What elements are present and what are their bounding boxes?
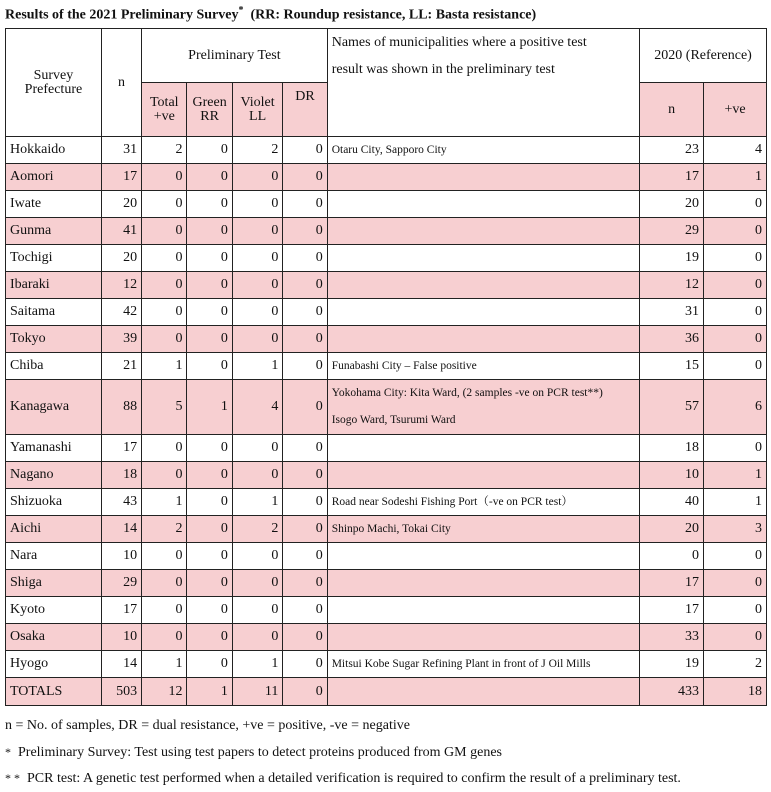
table-row [6,651,767,678]
sample-count-cell: 17 [101,597,141,624]
dual-resistance-cell: 0 [283,651,327,678]
prefecture-cell: Hokkaido [6,137,102,164]
violet-ll-cell: 0 [232,543,283,570]
municipalities-cell [327,191,639,218]
header-violet-label: Violet [240,94,275,110]
ref-sample-count-cell: 18 [640,435,704,462]
municipalities-cell [327,299,639,326]
dual-resistance-cell: 0 [283,516,327,543]
violet-ll-cell: 0 [232,191,283,218]
ref-positive-cell: 0 [704,326,767,353]
dual-resistance-cell: 0 [283,543,327,570]
sample-count-cell: 17 [101,164,141,191]
table-row [6,489,767,516]
header-preliminary-test: Preliminary Test [142,29,328,83]
sample-count-cell: 21 [101,353,141,380]
sample-count-cell: 31 [101,137,141,164]
total-positive-cell: 0 [142,299,187,326]
ref-positive-cell: 0 [704,245,767,272]
ref-positive-cell: 1 [704,462,767,489]
ref-sample-count-cell: 33 [640,624,704,651]
violet-ll-cell: 1 [232,651,283,678]
totals-dr-cell: 0 [283,678,327,706]
table-row [6,380,767,435]
header-dr: DR [283,83,327,137]
totals-row [6,678,767,706]
sample-count-cell: 29 [101,570,141,597]
municipalities-cell [327,218,639,245]
sample-count-cell: 42 [101,299,141,326]
prefecture-cell: Aomori [6,164,102,191]
dual-resistance-cell: 0 [283,624,327,651]
dual-resistance-cell: 0 [283,245,327,272]
dual-resistance-cell: 0 [283,462,327,489]
total-positive-cell: 0 [142,245,187,272]
ref-positive-cell: 0 [704,218,767,245]
header-prefecture-label: Prefecture [24,81,83,97]
ref-sample-count-cell: 23 [640,137,704,164]
table-row [6,299,767,326]
violet-ll-cell: 1 [232,353,283,380]
sample-count-cell: 88 [101,380,141,435]
note-preliminary-text: Preliminary Survey: Test using test papers to detect proteins produced from GM genes [18,745,502,760]
municipalities-cell: Mitsui Kobe Sugar Refining Plant in front of J Oil Mills [327,651,639,678]
total-positive-cell: 0 [142,218,187,245]
table-title [5,5,536,24]
green-rr-cell: 0 [187,164,232,191]
header-violet-ll [232,83,283,137]
dual-resistance-cell: 0 [283,353,327,380]
table-row [6,164,767,191]
dual-resistance-cell: 0 [283,218,327,245]
dual-resistance-cell: 0 [283,164,327,191]
ref-sample-count-cell: 10 [640,462,704,489]
ref-positive-cell: 6 [704,380,767,435]
dual-resistance-cell: 0 [283,597,327,624]
header-ref-positive: +ve [704,83,767,137]
ref-positive-cell: 0 [704,272,767,299]
municipalities-cell [327,245,639,272]
green-rr-cell: 0 [187,462,232,489]
header-total-label: Total [149,94,179,110]
dual-resistance-cell: 0 [283,137,327,164]
ref-positive-cell: 0 [704,299,767,326]
violet-ll-cell: 0 [232,435,283,462]
totals-n-cell: 503 [101,678,141,706]
violet-ll-cell: 0 [232,245,283,272]
municipalities-cell [327,570,639,597]
title-asterisk: * [238,5,244,16]
header-rr-label: RR [200,108,219,124]
sample-count-cell: 20 [101,245,141,272]
totals-green-cell: 1 [187,678,232,706]
ref-positive-cell: 0 [704,570,767,597]
title-subtitle: (RR: Roundup resistance, LL: Basta resistance) [250,7,537,23]
green-rr-cell: 0 [187,191,232,218]
municipalities-cell [327,462,639,489]
header-n: n [101,29,141,137]
municipalities-cell [327,624,639,651]
totals-ref-positive-cell: 18 [704,678,767,706]
total-positive-cell: 0 [142,597,187,624]
table-row [6,245,767,272]
prefecture-cell: Tokyo [6,326,102,353]
header-total-positive [142,83,187,137]
green-rr-cell: 0 [187,489,232,516]
prefecture-cell: Kanagawa [6,380,102,435]
ref-sample-count-cell: 0 [640,543,704,570]
green-rr-cell: 0 [187,326,232,353]
note-pcr-test [5,765,681,791]
totals-names-cell [327,678,639,706]
header-row-1 [6,29,767,83]
sample-count-cell: 17 [101,435,141,462]
header-municipalities [327,29,639,137]
green-rr-cell: 0 [187,299,232,326]
table-row [6,435,767,462]
total-positive-cell: 0 [142,570,187,597]
total-positive-cell: 0 [142,191,187,218]
municipalities-cell: Road near Sodeshi Fishing Port（-ve on PCR test） [327,489,639,516]
prefecture-cell: Yamanashi [6,435,102,462]
total-positive-cell: 0 [142,543,187,570]
green-rr-cell: 0 [187,516,232,543]
table-row [6,597,767,624]
violet-ll-cell: 2 [232,516,283,543]
ref-positive-cell: 1 [704,164,767,191]
total-positive-cell: 0 [142,435,187,462]
green-rr-cell: 0 [187,624,232,651]
prefecture-cell: Chiba [6,353,102,380]
ref-sample-count-cell: 29 [640,218,704,245]
municipalities-line: Isogo Ward, Tsurumi Ward [331,414,456,426]
ref-sample-count-cell: 12 [640,272,704,299]
dual-resistance-cell: 0 [283,272,327,299]
ref-positive-cell: 3 [704,516,767,543]
table-row [6,462,767,489]
ref-positive-cell: 0 [704,543,767,570]
sample-count-cell: 10 [101,624,141,651]
ref-positive-cell: 2 [704,651,767,678]
header-survey-prefecture [6,29,102,137]
header-total-ve-label: +ve [153,108,175,124]
violet-ll-cell: 0 [232,326,283,353]
table-row [6,516,767,543]
header-municipalities-line2: result was shown in the preliminary test [331,62,555,77]
violet-ll-cell: 0 [232,624,283,651]
title-main: Results of the 2021 Preliminary Survey [5,7,239,23]
dual-resistance-cell: 0 [283,299,327,326]
totals-ref-n-cell: 433 [640,678,704,706]
ref-sample-count-cell: 57 [640,380,704,435]
violet-ll-cell: 0 [232,570,283,597]
municipalities-cell [327,435,639,462]
table-row [6,353,767,380]
green-rr-cell: 0 [187,570,232,597]
prefecture-cell: Saitama [6,299,102,326]
prefecture-cell: Nagano [6,462,102,489]
green-rr-cell: 0 [187,597,232,624]
prefecture-cell: Nara [6,543,102,570]
header-green-rr [187,83,232,137]
prefecture-cell: Shiga [6,570,102,597]
note-asterisk: * [5,745,11,759]
municipalities-cell [327,272,639,299]
sample-count-cell: 43 [101,489,141,516]
ref-sample-count-cell: 17 [640,597,704,624]
ref-sample-count-cell: 17 [640,164,704,191]
ref-positive-cell: 1 [704,489,767,516]
green-rr-cell: 1 [187,380,232,435]
green-rr-cell: 0 [187,651,232,678]
table-row [6,218,767,245]
totals-violet-cell: 11 [232,678,283,706]
survey-results-table [5,28,767,706]
header-green-label: Green [192,94,227,110]
sample-count-cell: 12 [101,272,141,299]
violet-ll-cell: 1 [232,489,283,516]
table-row [6,137,767,164]
total-positive-cell: 1 [142,489,187,516]
ref-positive-cell: 0 [704,353,767,380]
municipalities-cell: Funabashi City – False positive [327,353,639,380]
table-row [6,272,767,299]
sample-count-cell: 14 [101,516,141,543]
total-positive-cell: 0 [142,272,187,299]
violet-ll-cell: 4 [232,380,283,435]
sample-count-cell: 39 [101,326,141,353]
green-rr-cell: 0 [187,353,232,380]
table-notes [5,713,681,791]
header-ll-label: LL [249,108,267,124]
dual-resistance-cell: 0 [283,326,327,353]
violet-ll-cell: 0 [232,462,283,489]
total-positive-cell: 2 [142,137,187,164]
sample-count-cell: 14 [101,651,141,678]
violet-ll-cell: 0 [232,299,283,326]
ref-positive-cell: 4 [704,137,767,164]
total-positive-cell: 5 [142,380,187,435]
sample-count-cell: 20 [101,191,141,218]
total-positive-cell: 1 [142,651,187,678]
prefecture-cell: Aichi [6,516,102,543]
municipalities-cell [327,597,639,624]
ref-sample-count-cell: 15 [640,353,704,380]
municipalities-cell [327,543,639,570]
prefecture-cell: Ibaraki [6,272,102,299]
ref-positive-cell: 0 [704,191,767,218]
dual-resistance-cell: 0 [283,380,327,435]
green-rr-cell: 0 [187,137,232,164]
total-positive-cell: 0 [142,624,187,651]
total-positive-cell: 2 [142,516,187,543]
totals-label-cell: TOTALS [6,678,102,706]
table-row [6,570,767,597]
total-positive-cell: 1 [142,353,187,380]
ref-sample-count-cell: 36 [640,326,704,353]
violet-ll-cell: 0 [232,218,283,245]
dual-resistance-cell: 0 [283,435,327,462]
prefecture-cell: Hyogo [6,651,102,678]
municipalities-cell [327,326,639,353]
municipalities-line: Yokohama City: Kita Ward, (2 samples -ve on PCR test**) [331,387,603,399]
green-rr-cell: 0 [187,218,232,245]
sample-count-cell: 41 [101,218,141,245]
municipalities-cell [327,164,639,191]
dual-resistance-cell: 0 [283,570,327,597]
prefecture-cell: Iwate [6,191,102,218]
ref-sample-count-cell: 20 [640,516,704,543]
note-double-asterisk: * * [5,771,20,785]
ref-sample-count-cell: 19 [640,245,704,272]
prefecture-cell: Tochigi [6,245,102,272]
ref-positive-cell: 0 [704,435,767,462]
green-rr-cell: 0 [187,435,232,462]
violet-ll-cell: 0 [232,164,283,191]
note-preliminary-survey [5,739,681,765]
prefecture-cell: Kyoto [6,597,102,624]
dual-resistance-cell: 0 [283,489,327,516]
green-rr-cell: 0 [187,272,232,299]
header-survey-label: Survey [33,67,74,83]
total-positive-cell: 0 [142,326,187,353]
green-rr-cell: 0 [187,543,232,570]
ref-sample-count-cell: 20 [640,191,704,218]
ref-sample-count-cell: 40 [640,489,704,516]
ref-positive-cell: 0 [704,624,767,651]
table-row [6,326,767,353]
header-municipalities-line1: Names of municipalities where a positive test [331,35,587,50]
table-row [6,543,767,570]
violet-ll-cell: 0 [232,597,283,624]
note-abbreviations: n = No. of samples, DR = dual resistance, +ve = positive, -ve = negative [5,718,410,733]
totals-positive-cell: 12 [142,678,187,706]
ref-positive-cell: 0 [704,597,767,624]
sample-count-cell: 10 [101,543,141,570]
note-pcr-text: PCR test: A genetic test performed when a detailed verification is required to confirm the result of a preliminary test. [27,771,681,786]
green-rr-cell: 0 [187,245,232,272]
prefecture-cell: Gunma [6,218,102,245]
total-positive-cell: 0 [142,462,187,489]
header-2020-reference: 2020 (Reference) [640,29,767,83]
ref-sample-count-cell: 19 [640,651,704,678]
header-ref-n: n [640,83,704,137]
table-row [6,191,767,218]
dual-resistance-cell: 0 [283,191,327,218]
table-row [6,624,767,651]
municipalities-cell [327,380,639,435]
sample-count-cell: 18 [101,462,141,489]
prefecture-cell: Osaka [6,624,102,651]
violet-ll-cell: 2 [232,137,283,164]
ref-sample-count-cell: 17 [640,570,704,597]
municipalities-cell: Shinpo Machi, Tokai City [327,516,639,543]
total-positive-cell: 0 [142,164,187,191]
violet-ll-cell: 0 [232,272,283,299]
municipalities-cell: Otaru City, Sapporo City [327,137,639,164]
prefecture-cell: Shizuoka [6,489,102,516]
ref-sample-count-cell: 31 [640,299,704,326]
